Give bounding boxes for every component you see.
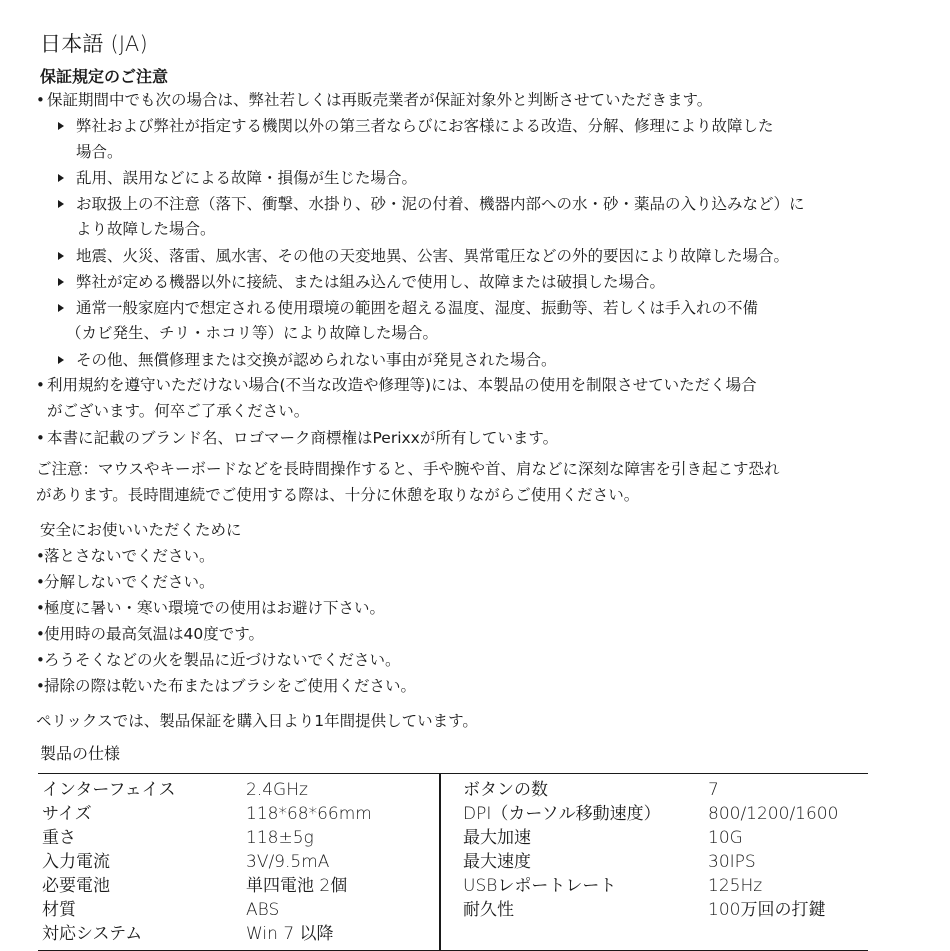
triangle-bullet-icon <box>58 200 64 208</box>
warranty-item-5: 弊社が定める機器以外に接続、または組み込んで使用し、故障または破損した場合。 <box>76 273 666 291</box>
spec-value: 10G <box>708 828 743 848</box>
warranty-item-3-line-2: より故障した場合。 <box>76 220 216 238</box>
safety-item: 分解しないでください。 <box>44 573 215 591</box>
spec-value: 単四電池 2個 <box>246 876 348 896</box>
spec-label: 最大速度 <box>463 852 531 872</box>
warranty-item-1-line-1: 弊社および弊社が指定する機関以外の第三者ならびにお客様による改造、分解、修理により故障した <box>76 117 774 135</box>
bullet-icon: • <box>36 625 45 643</box>
spec-label: 必要電池 <box>42 876 110 896</box>
triangle-bullet-icon <box>58 278 64 286</box>
safety-item: 極度に暑い・寒い環境での使用はお避け下さい。 <box>44 599 386 617</box>
triangle-bullet-icon <box>58 356 64 364</box>
warranty-item-7: その他、無償修理または交換が認められない事由が発見された場合。 <box>76 351 557 369</box>
language-title: 日本語 (JA) <box>40 32 148 56</box>
bullet-icon: • <box>36 599 45 617</box>
triangle-bullet-icon <box>58 252 64 260</box>
warranty-item-1-line-2: 場合。 <box>76 143 123 161</box>
warranty-item-3-line-1: お取扱上の不注意（落下、衝撃、水掛り、砂・泥の付着、機器内部への水・砂・薬品の入り込みなど）に <box>76 195 805 213</box>
bullet-icon: • <box>36 429 45 447</box>
spec-value: 7 <box>708 780 719 800</box>
spec-label: USBレポートレート <box>463 876 617 896</box>
safety-item: ろうそくなどの火を製品に近づけないでください。 <box>44 651 401 669</box>
warranty-item-2: 乱用、誤用などによる故障・損傷が生じた場合。 <box>76 169 418 187</box>
bullet-icon: • <box>36 547 45 565</box>
spec-label: サイズ <box>42 804 92 824</box>
spec-label: 入力電流 <box>42 852 110 872</box>
bullet-icon: • <box>36 376 45 394</box>
spec-label: 重さ <box>42 828 76 848</box>
spec-value: 3V/9.5mA <box>246 852 330 872</box>
spec-value: 118±5g <box>246 828 314 848</box>
safety-item: 使用時の最高気温は40度です。 <box>44 625 264 643</box>
safety-heading: 安全にお使いいただくために <box>40 521 242 539</box>
specs-heading: 製品の仕様 <box>40 744 121 763</box>
spec-label: ボタンの数 <box>463 780 548 800</box>
spec-value: Win 7 以降 <box>246 924 334 944</box>
bullet-icon: • <box>36 91 45 109</box>
spec-label: インターフェイス <box>42 780 176 800</box>
spec-value: 118*68*66mm <box>246 804 372 824</box>
terms-line-2: がございます。何卒ご了承ください。 <box>47 402 310 420</box>
terms-line-1: 利用規約を遵守いただけない場合(不当な改造や修理等)には、本製品の使用を制限させていただく場合 <box>47 376 757 394</box>
spec-value: 800/1200/1600 <box>708 804 839 824</box>
triangle-bullet-icon <box>58 122 64 130</box>
warranty-heading: 保証規定のご注意 <box>40 67 169 86</box>
spec-label: 最大加速 <box>463 828 531 848</box>
triangle-bullet-icon <box>58 304 64 312</box>
bullet-icon: • <box>36 573 45 591</box>
warranty-item-6-line-1: 通常一般家庭内で想定される使用環境の範囲を超える温度、湿度、振動等、若しくは手入れの不備 <box>76 299 759 317</box>
spec-value: 100万回の打鍵 <box>708 900 826 920</box>
warranty-intro: 保証期間中でも次の場合は、弊社若しくは再販売業者が保証対象外と判断させていただきます。 <box>47 91 713 109</box>
bullet-icon: • <box>36 651 45 669</box>
spec-value: 2.4GHz <box>246 780 308 800</box>
triangle-bullet-icon <box>58 174 64 182</box>
safety-item: 落とさないでください。 <box>44 547 215 565</box>
caution-line-2: があります。長時間連続でご使用する際は、十分に休憩を取りながらご使用ください。 <box>36 486 640 504</box>
spec-label: DPI（カーソル移動速度） <box>463 804 661 824</box>
bullet-icon: • <box>36 677 45 695</box>
table-divider <box>439 774 441 950</box>
spec-label: 材質 <box>42 900 76 920</box>
trademark-notice: 本書に記載のブランド名、ロゴマーク商標権はPerixxが所有しています。 <box>47 429 559 447</box>
spec-value: 30IPS <box>708 852 756 872</box>
warranty-item-6-line-2: （カビ発生、チリ・ホコリ等）により故障した場合。 <box>66 324 439 342</box>
spec-value: 125Hz <box>708 876 763 896</box>
specs-table <box>38 773 868 951</box>
spec-value: ABS <box>246 900 280 920</box>
warranty-period: ペリックスでは、製品保証を購入日より1年間提供しています。 <box>36 712 478 730</box>
caution-line-1: ご注意：マウスやキーボードなどを長時間操作すると、手や腕や首、肩などに深刻な障害を引き起こす恐れ <box>36 460 780 478</box>
safety-item: 掃除の際は乾いた布またはブラシをご使用ください。 <box>44 677 417 695</box>
spec-label: 対応システム <box>42 924 143 944</box>
warranty-item-4: 地震、火災、落雷、風水害、その他の天変地異、公害、異常電圧などの外的要因により故障した場合。 <box>76 247 790 265</box>
spec-label: 耐久性 <box>463 900 514 920</box>
